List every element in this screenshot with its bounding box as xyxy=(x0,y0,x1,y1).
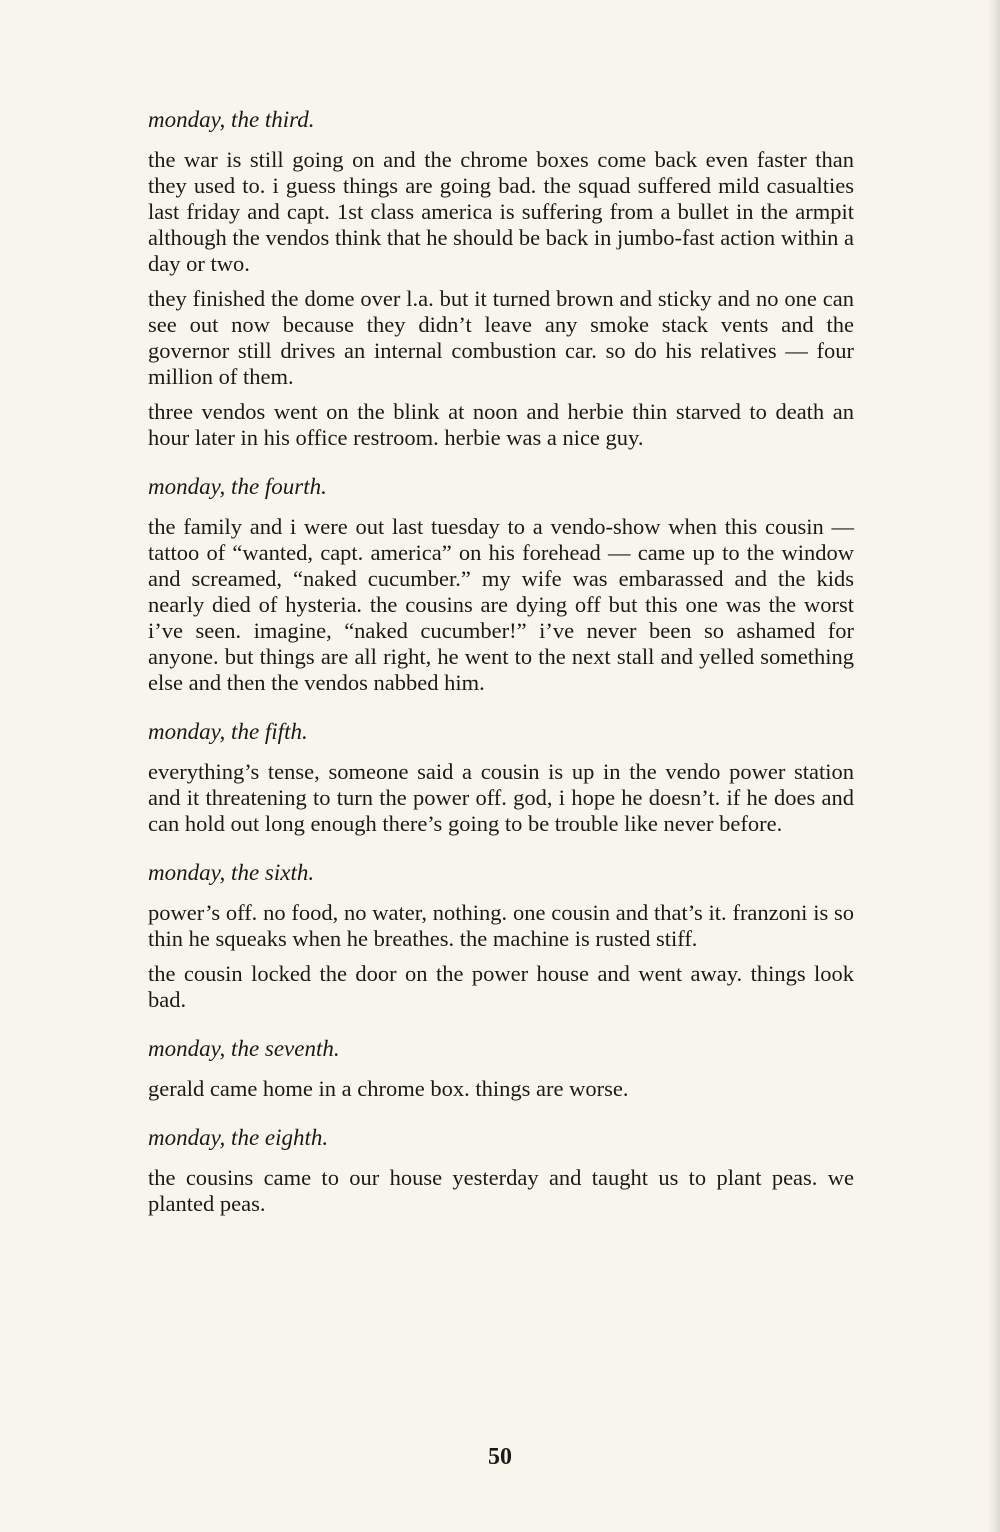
entry-paragraph: three vendos went on the blink at noon and herbie thin starved to death an hour later in his office restroom. herbie was a nice guy. xyxy=(148,399,854,450)
entry-heading: monday, the fifth. xyxy=(148,719,308,744)
entry-heading: monday, the fourth. xyxy=(148,474,327,499)
entry-paragraph: the cousins came to our house yesterday and taught us to plant peas. we planted peas. xyxy=(148,1165,854,1216)
entry-paragraph: the cousin locked the door on the power house and went away. things look bad. xyxy=(148,961,854,1012)
diary-text xyxy=(148,106,854,1226)
page-number: 50 xyxy=(488,1444,512,1470)
entry-monday-sixth xyxy=(148,859,854,1013)
entry-heading: monday, the sixth. xyxy=(148,860,315,885)
page-edge-shadow xyxy=(986,0,1000,1532)
entry-paragraph: the family and i were out last tuesday to a vendo-show when this cousin — tattoo of “wanted, capt. america” on his forehead — came up to the window and screamed, “naked cucumber.” my wife was embarassed and the kids nearly died of hysteria. the cousins are dying off but this one was the worst i’ve seen. imagine, “naked cucumber!” i’ve never been so ashamed for anyone. but things are all right, he went to the next stall and yelled something else and then the vendos nabbed him. xyxy=(148,514,854,695)
entry-monday-eighth xyxy=(148,1124,854,1217)
entry-monday-fourth xyxy=(148,473,854,696)
entry-monday-third xyxy=(148,106,854,451)
entry-paragraph: the war is still going on and the chrome boxes come back even faster than they used to. i guess things are going bad. the squad suffered mild casualties last friday and capt. 1st class america is suffering from a bullet in the armpit although the vendos think that he should be back in jumbo-fast action within a day or two. xyxy=(148,147,854,276)
entry-monday-fifth xyxy=(148,718,854,837)
entry-heading: monday, the seventh. xyxy=(148,1036,340,1061)
entry-paragraph: power’s off. no food, no water, nothing. one cousin and that’s it. franzoni is so thin he squeaks when he breathes. the machine is rusted stiff. xyxy=(148,900,854,951)
entry-paragraph: gerald came home in a chrome box. things are worse. xyxy=(148,1076,629,1101)
entry-heading: monday, the third. xyxy=(148,107,315,132)
entry-monday-seventh xyxy=(148,1035,854,1102)
entry-heading: monday, the eighth. xyxy=(148,1125,329,1150)
entry-paragraph: they finished the dome over l.a. but it turned brown and sticky and no one can see out now because they didn’t leave any smoke stack vents and the governor still drives an internal combustion car. so do his relatives — four million of them. xyxy=(148,286,854,389)
entry-paragraph: everything’s tense, someone said a cousin is up in the vendo power station and it threatening to turn the power off. god, i hope he doesn’t. if he does and can hold out long enough there’s going to be trouble like never before. xyxy=(148,759,854,836)
